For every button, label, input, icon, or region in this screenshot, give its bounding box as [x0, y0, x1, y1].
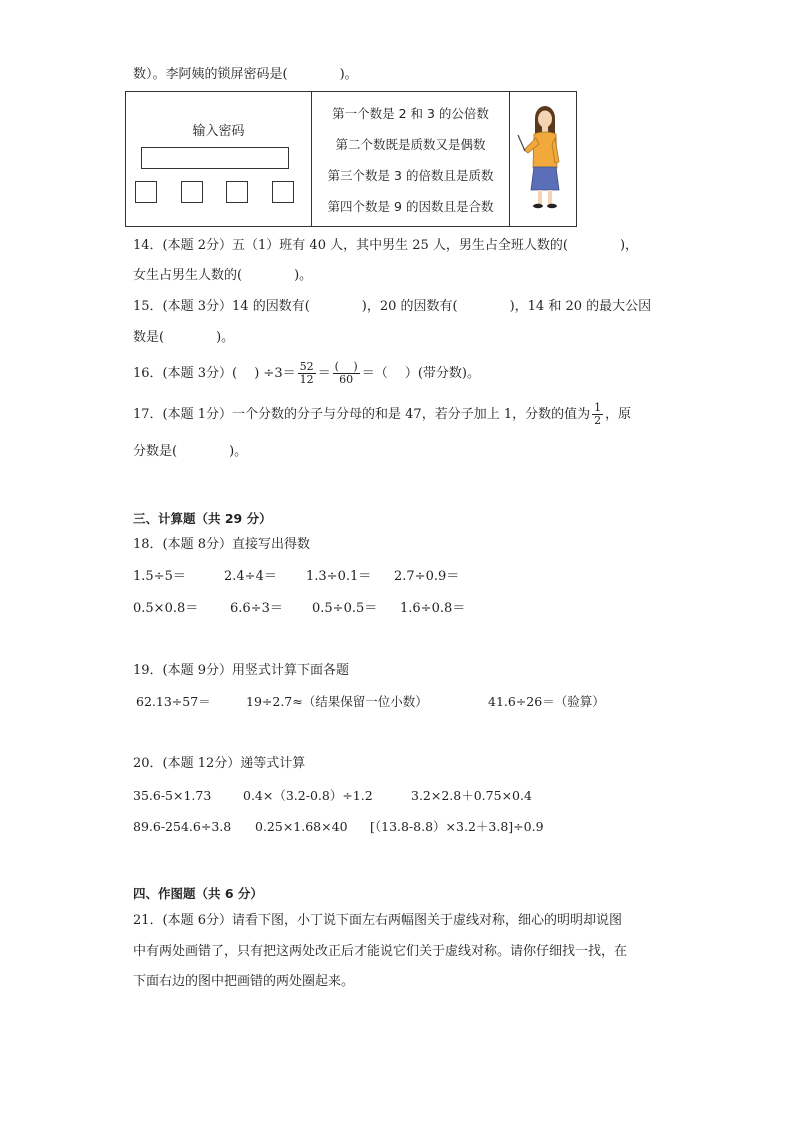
q16-equals: ＝ [317, 366, 331, 381]
section-3-title: 三、计算题（共 29 分） [133, 511, 272, 526]
q18-item-2: 2.4÷4＝ [224, 569, 277, 584]
q18-title: 18．(本题 8分）直接写出得数 [133, 537, 311, 552]
q20-item-4: 89.6-254.6÷3.8 [133, 819, 232, 834]
section-4-title: 四、作图题（共 6 分） [133, 886, 263, 901]
password-field [141, 147, 289, 169]
q16-fraction-2 [333, 361, 360, 386]
q19-item-2: 19÷2.7≈（结果保留一位小数） [246, 694, 428, 709]
q20-item-6: [（13.8-8.8）×3.2＋3.8]÷0.9 [370, 819, 544, 834]
q17-line-1 [133, 399, 631, 431]
q20-item-5: 0.25×1.68×40 [255, 819, 348, 834]
q14-line-1: 14．(本题 2分）五（1）班有 40 人，其中男生 25 人，男生占全班人数的( )， [133, 238, 639, 253]
lock-screen-table [125, 91, 577, 227]
digit-box-3 [226, 181, 248, 203]
q20-title: 20．(本题 12分）递等式计算 [133, 756, 306, 771]
q17-prefix: 17．(本题 1分）一个分数的分子与分母的和是 47，若分子加上 1，分数的值为 [133, 407, 591, 422]
q17-frac-denominator: 2 [594, 414, 602, 427]
q18-item-8: 1.6÷0.8＝ [400, 601, 466, 616]
q20-item-2: 0.4×（3.2-0.8）÷1.2 [243, 788, 373, 803]
q20-item-3: 3.2×2.8＋0.75×0.4 [411, 788, 532, 803]
hints-panel [312, 92, 510, 226]
teacher-illustration [510, 92, 576, 226]
q15-line-1: 15．(本题 3分）14 的因数有( )，20 的因数有( )，14 和 20 的最大公因 [133, 299, 652, 314]
password-panel [126, 92, 312, 226]
digit-box-2 [181, 181, 203, 203]
q21-line-1: 21．(本题 6分）请看下图，小丁说下面左右两幅图关于虚线对称，细心的明明却说图 [133, 913, 623, 928]
q18-item-6: 6.6÷3＝ [230, 601, 283, 616]
q18-item-7: 0.5÷0.5＝ [312, 601, 378, 616]
hint-1: 第一个数是 2 和 3 的公倍数 [332, 106, 489, 121]
q15-line-2: 数是( )。 [133, 330, 235, 345]
q16-frac2-denominator: 60 [339, 373, 354, 386]
q17-frac-numerator: 1 [594, 401, 602, 414]
q16-line [133, 356, 480, 392]
q20-item-1: 35.6-5×1.73 [133, 788, 212, 803]
hint-3: 第三个数是 3 的倍数且是质数 [327, 168, 494, 183]
q13-tail: 数）。李阿姨的锁屏密码是( )。 [133, 67, 358, 82]
q21-line-2: 中有两处画错了，只有把这两处改正后才能说它们关于虚线对称。请你仔细找一找，在 [133, 944, 628, 959]
q16-frac2-numerator: ( ) [334, 360, 358, 373]
q21-line-3: 下面右边的图中把画错的两处圈起来。 [133, 974, 355, 989]
teacher-figure-icon [510, 92, 576, 226]
q16-prefix: 16．(本题 3分）( ) ÷3＝ [133, 366, 296, 381]
q19-item-3: 41.6÷26＝（验算） [488, 694, 605, 709]
q18-item-1: 1.5÷5＝ [133, 569, 186, 584]
digit-box-1 [135, 181, 157, 203]
q18-item-4: 2.7÷0.9＝ [394, 569, 460, 584]
q16-suffix: ＝（ ）(带分数)。 [361, 366, 480, 381]
hint-2: 第二个数既是质数又是偶数 [335, 137, 486, 152]
q19-item-1: 62.13÷57＝ [136, 694, 211, 709]
q16-fraction-1 [298, 361, 316, 386]
q17-line-2: 分数是( )。 [133, 444, 248, 459]
hint-4: 第四个数是 9 的因数且是合数 [327, 199, 494, 214]
password-panel-title: 输入密码 [192, 124, 245, 139]
q17-suffix: ，原 [605, 407, 632, 422]
q16-frac1-denominator: 12 [299, 373, 314, 386]
q18-item-5: 0.5×0.8＝ [133, 601, 199, 616]
q17-fraction [592, 402, 603, 427]
q16-frac1-numerator: 52 [299, 360, 314, 373]
q14-line-2: 女生占男生人数的( )。 [133, 268, 313, 283]
q19-title: 19．(本题 9分）用竖式计算下面各题 [133, 663, 350, 678]
digit-box-4 [272, 181, 294, 203]
q18-item-3: 1.3÷0.1＝ [306, 569, 372, 584]
